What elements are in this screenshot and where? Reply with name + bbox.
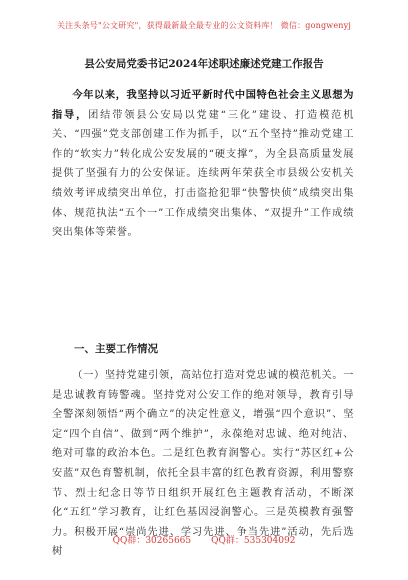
footer-qq-1: QQ群：30265665: [112, 536, 192, 546]
intro-text: 团结带领县公安局以党建“三化”建设、打造模范机关、“四强”党支部创建工作为抓手，以“五个坚持”推动党建工作的“软实力”转化成公安发展的“硬支撑”，为全县高质量发展提供了坚强有力的公安保证。连续两年荣获全市县级公安机关绩效考评成绩突出单位，打击盗抢犯罪“快警快侦”成绩突出集体、规范执法“五个一”工作成绩突出集体、“双提升”工作成绩突出集体等荣誉。: [52, 109, 354, 239]
footer-qq-2: QQ群：535304092: [211, 536, 296, 546]
document-title: 县公安局党委书记2024年述职述廉述党建工作报告: [84, 58, 324, 70]
header-banner: 关注头条号"公文研究"，获得最新最全最专业的公文资料库！ 微信：gongwenyj: [56, 21, 352, 30]
section-heading: 一、主要工作情况: [74, 343, 158, 355]
section-paragraph: （一）坚持党建引领，高站位打造对党忠诚的模范机关。一是忠诚教育铸警魂。坚持党对公安工作的绝对领导，教育引导全警深刻领悟“两个确立”的决定性意义，增强“四个意识”、坚定“四个自信”、做到“两个维护”，永葆绝对忠诚、绝对纯洁、绝对可靠的政治本色。二是红色教育润警心。实行“苏区红+公安蓝”双色育警机制，依托全县丰富的红色教育资源，利用警察节、烈士纪念日等节日组织开展红色主题教育活动，不断深化“五红”学习教育，让红色基因浸润警心。三是英模教育强警力。积极开展“崇尚先进、学习先进、争当先进”活动，先后选树: [52, 370, 354, 558]
intro-lead: 今年以来，我坚持以习近平新时代中国特色社会主义思想为指导，: [52, 89, 354, 121]
footer: [0, 533, 408, 546]
intro-paragraph: [52, 86, 354, 243]
